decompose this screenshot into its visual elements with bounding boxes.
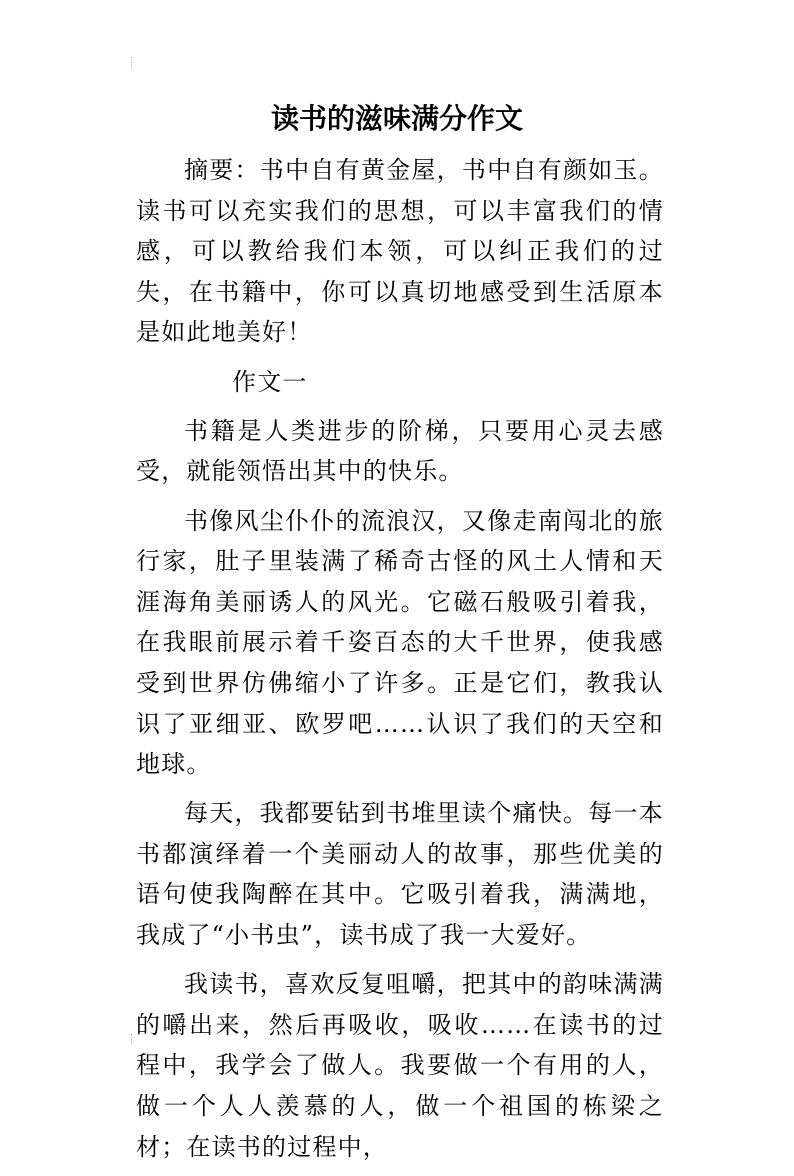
body-paragraph: 书像风尘仆仆的流浪汉，又像走南闯北的旅行家，肚子里装满了稀奇古怪的风土人情和天涯海角美丽诱人的风光。它磁石般吸引着我，在我眼前展示着千姿百态的大千世界，使我感受到世界仿佛缩小了许多。正是它们，教我认识了亚细亚、欧罗吧……认识了我们的天空和地球。 (136, 506, 664, 779)
section-heading: 作文一 (232, 367, 308, 396)
body-paragraph: 我读书，喜欢反复咀嚼，把其中的韵味满满的嚼出来，然后再吸收，吸收……在读书的过程中，我学会了做人。我要做一个有用的人，做一个人人羡慕的人，做一个祖国的栋梁之材；在读书的过程中， (136, 970, 664, 1161)
abstract-paragraph: 摘要：书中自有黄金屋，书中自有颜如玉。读书可以充实我们的思想，可以丰富我们的情感，可以教给我们本领，可以纠正我们的过失，在书籍中，你可以真切地感受到生活原本是如此地美好！ (136, 156, 664, 347)
document-body (136, 150, 664, 1176)
document-title: 读书的滋味满分作文 (270, 102, 523, 135)
page-corner-mark-top (131, 57, 134, 67)
body-paragraph: 书籍是人类进步的阶梯，只要用心灵去感受，就能领悟出其中的快乐。 (136, 416, 664, 486)
page-corner-mark-bottom (131, 1034, 134, 1044)
body-paragraph: 每天，我都要钻到书堆里读个痛快。每一本书都演绎着一个美丽动人的故事，那些优美的语句使我陶醉在其中。它吸引着我，满满地，我成了“小书虫”，读书成了我一大爱好。 (136, 799, 664, 950)
